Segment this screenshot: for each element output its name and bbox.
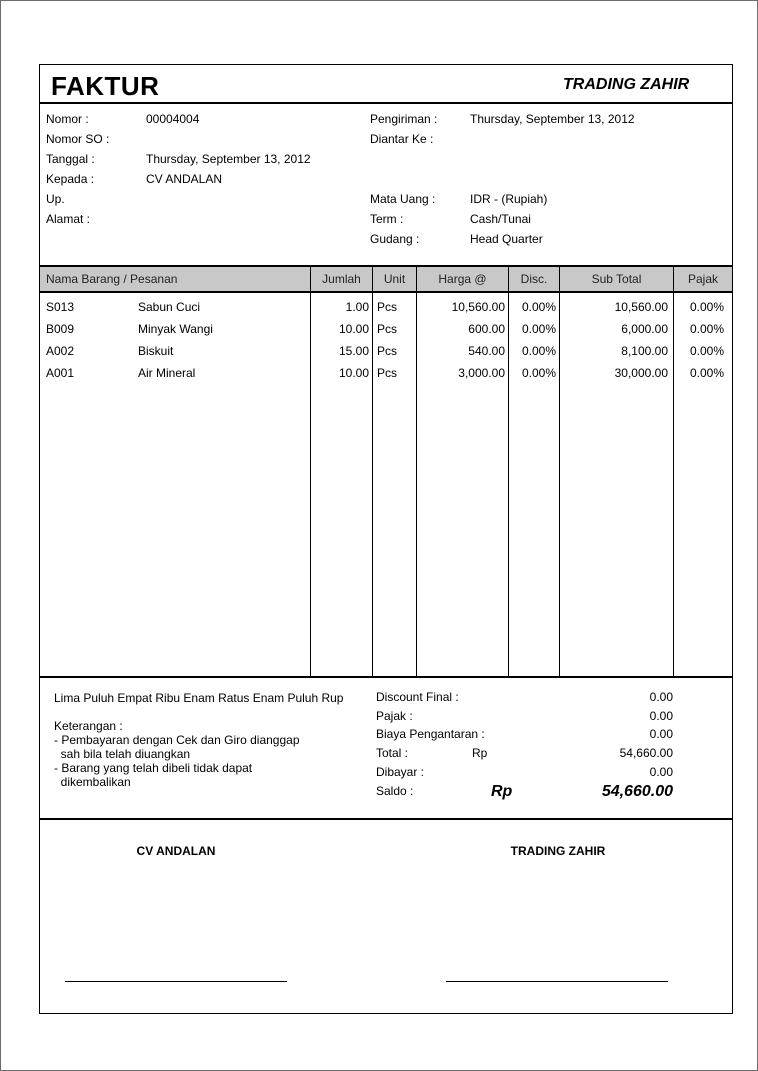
label-up: Up. [46,192,65,206]
item-name: Air Mineral [138,366,196,380]
value-kepada: CV ANDALAN [146,172,223,186]
label-diantar-ke: Diantar Ke : [370,132,434,146]
item-unit: Pcs [377,300,398,314]
item-name: Minyak Wangi [138,322,213,336]
header-divider [40,102,732,104]
document-title: FAKTUR [51,71,160,101]
item-price: 3,000.00 [458,366,505,380]
value-mata-uang: IDR - (Rupiah) [470,192,548,206]
column-divider [372,265,373,677]
col-sub-total: Sub Total [591,272,642,286]
item-unit: Pcs [377,322,398,336]
item-name: Biskuit [138,344,174,358]
label-nomor-so: Nomor SO : [46,132,110,146]
value-discount-final: 0.00 [649,690,673,704]
item-qty: 10.00 [338,322,369,336]
invoice-document [39,64,733,1014]
item-code: A002 [46,344,75,358]
note-line: - Pembayaran dengan Cek dan Giro dianggap [54,733,300,747]
item-disc: 0.00% [521,322,556,336]
label-biaya-pengantaran: Biaya Pengantaran : [376,727,485,741]
label-gudang: Gudang : [370,232,420,246]
signature-left-name: CV ANDALAN [136,844,216,858]
item-code: S013 [46,300,75,314]
value-saldo: 54,660.00 [601,783,673,800]
company-name: TRADING ZAHIR [563,76,690,93]
label-mata-uang: Mata Uang : [370,192,436,206]
value-tanggal: Thursday, September 13, 2012 [146,152,311,166]
label-pajak: Pajak : [376,709,413,723]
col-disc: Disc. [520,272,548,286]
note-line: dikembalikan [54,775,131,789]
item-tax: 0.00% [689,322,724,336]
item-code: B009 [46,322,75,336]
item-subtotal: 10,560.00 [614,300,668,314]
label-discount-final: Discount Final : [376,690,459,704]
item-price: 10,560.00 [451,300,505,314]
item-price: 540.00 [468,344,505,358]
item-unit: Pcs [377,366,398,380]
label-kepada: Kepada : [46,172,95,186]
item-tax: 0.00% [689,344,724,358]
label-tanggal: Tanggal : [46,152,95,166]
item-qty: 15.00 [338,344,369,358]
label-total: Total : [376,746,409,760]
item-tax: 0.00% [689,366,724,380]
note-line: sah bila telah diuangkan [54,747,191,761]
col-jumlah: Jumlah [322,272,361,286]
item-disc: 0.00% [521,366,556,380]
item-price: 600.00 [468,322,505,336]
value-nomor: 00004004 [146,112,200,126]
item-qty: 1.00 [345,300,369,314]
label-dibayar: Dibayar : [376,765,425,779]
item-subtotal: 6,000.00 [621,322,668,336]
col-nama-barang: Nama Barang / Pesanan [46,272,178,286]
label-saldo: Saldo : [376,784,414,798]
signature-right-name: TRADING ZAHIR [510,844,606,858]
item-disc: 0.00% [521,300,556,314]
label-term: Term : [370,212,404,226]
amount-in-words: Lima Puluh Empat Ribu Enam Ratus Enam Puluh Rup [54,691,344,705]
item-unit: Pcs [377,344,398,358]
saldo-currency: Rp [491,783,513,800]
label-pengiriman: Pengiriman : [370,112,438,126]
item-subtotal: 8,100.00 [621,344,668,358]
item-subtotal: 30,000.00 [614,366,668,380]
col-unit: Unit [383,272,406,286]
item-code: A001 [46,366,75,380]
value-dibayar: 0.00 [649,765,673,779]
total-currency: Rp [472,746,488,760]
value-pengiriman: Thursday, September 13, 2012 [470,112,635,126]
table-header [40,265,732,293]
item-disc: 0.00% [521,344,556,358]
note-line: - Barang yang telah dibeli tidak dapat [54,761,253,775]
col-pajak: Pajak [687,272,719,286]
label-alamat: Alamat : [46,212,91,226]
table-bottom-divider [40,676,732,678]
item-qty: 10.00 [338,366,369,380]
label-nomor: Nomor : [46,112,89,126]
item-name: Sabun Cuci [138,300,201,314]
value-biaya-pengantaran: 0.00 [649,727,673,741]
signature-line-right [446,981,668,982]
notes-title: Keterangan : [54,719,123,733]
item-tax: 0.00% [689,300,724,314]
value-pajak: 0.00 [649,709,673,723]
signature-divider [40,818,732,820]
col-harga: Harga @ [438,272,487,286]
value-term: Cash/Tunai [470,212,531,226]
value-gudang: Head Quarter [470,232,543,246]
signature-line-left [65,981,287,982]
value-total: 54,660.00 [619,746,673,760]
